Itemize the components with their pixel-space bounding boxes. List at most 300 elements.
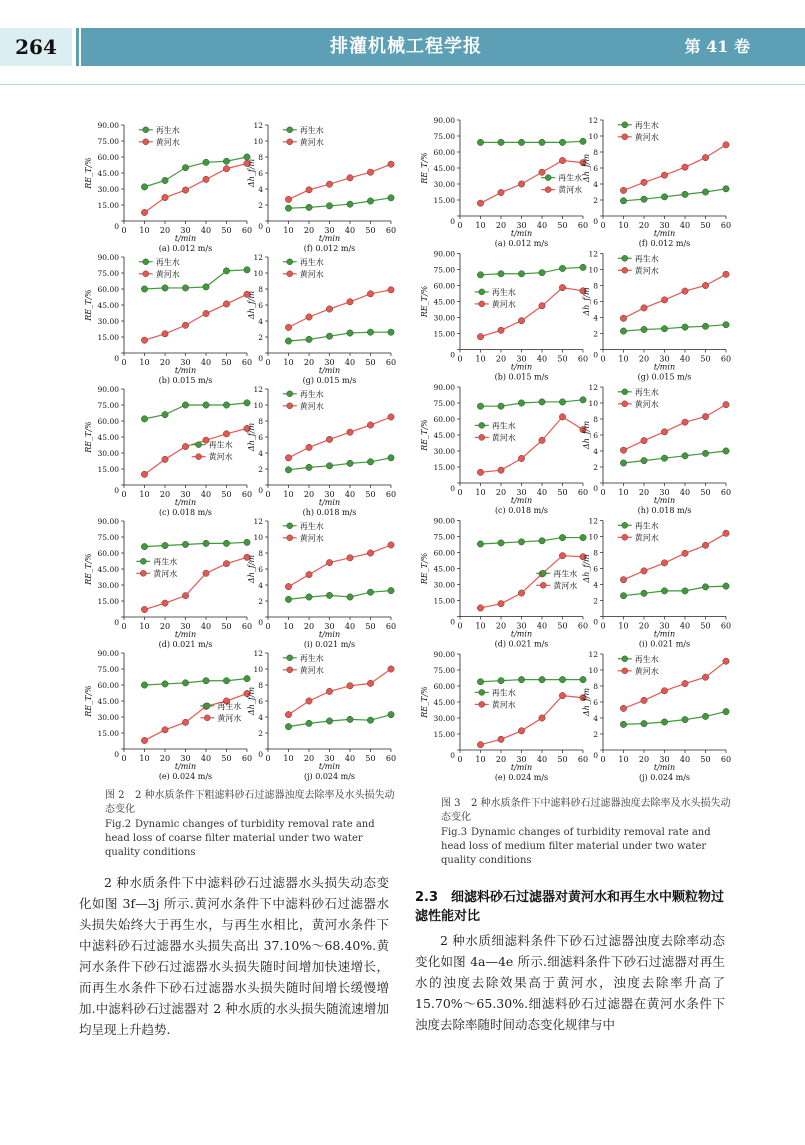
legend-label: 黄河水 [299,533,324,543]
data-point [306,571,312,577]
data-point [518,271,524,277]
data-point [559,139,565,145]
data-point [223,158,229,164]
x-tick-label: 50 [221,226,232,235]
legend-swatch-marker [204,715,210,721]
panel-label: (c) 0.018 m/s [494,506,549,515]
y-tick-label: 30.00 [97,317,119,326]
x-tick-label: 40 [679,221,691,230]
data-point [518,139,524,145]
legend-label: 黄河水 [299,401,324,411]
data-point [182,443,188,449]
data-point [285,455,291,461]
legend-swatch-marker [143,139,149,145]
series-line [481,680,584,682]
y-tick-label: 12 [588,383,598,392]
legend-label: 再生水 [299,125,324,135]
series-line [624,586,727,596]
data-point [162,456,168,462]
series-line [289,458,392,470]
x-tick-label: 30 [180,490,191,499]
data-point [723,401,729,407]
y-tick-label: 10 [588,399,598,408]
data-point [498,467,504,473]
chart-panel [84,253,252,385]
legend-label: 黄河水 [634,266,659,276]
y-tick-label: 15.00 [433,463,455,472]
x-tick-label: 10 [475,755,486,764]
data-point [388,329,394,335]
data-point [162,542,168,548]
y-tick-label: 2 [258,729,263,738]
legend-label: 再生水 [634,254,659,264]
data-point [682,419,688,425]
series-line [624,189,727,201]
data-point [539,437,545,443]
x-tick-label: 30 [516,488,527,497]
data-point [559,284,565,290]
panel-label: (e) 0.024 m/s [494,773,549,782]
y-tick-label: 2 [593,329,598,339]
y-tick-label: 2 [593,596,598,606]
y-tick-label: 4 [258,449,263,458]
series-line [289,545,392,587]
data-point [367,198,373,204]
data-point [580,138,586,144]
y-tick-label: 10 [253,401,263,410]
data-point [223,402,229,408]
legend-label: 黄河水 [491,700,516,710]
x-tick-label: 20 [495,354,507,364]
y-tick-label: 60.00 [97,417,119,426]
data-point [347,201,353,207]
x-tick-label: 20 [495,221,507,230]
data-point [347,594,353,600]
y-tick-label: 45.00 [433,297,455,307]
x-tick-label: 10 [139,622,150,631]
x-tick-label: 40 [200,490,212,499]
series-line [289,164,392,199]
y-tick-label: 8 [593,548,598,558]
series-line [289,715,392,727]
series-line [145,163,248,212]
data-point [367,550,373,556]
y-tick-label: 12 [253,517,263,526]
panel-label: (a) 0.012 m/s [158,244,213,253]
data-point [702,713,708,719]
data-point [347,299,353,305]
y-tick-label: 2 [258,201,263,210]
data-point [518,676,524,682]
legend-swatch-marker [287,403,293,409]
chart-panel [420,517,588,649]
data-point [306,314,312,320]
data-point [723,142,729,148]
y-tick-label: 15.00 [433,596,455,606]
data-point [641,720,647,726]
data-point [539,399,545,405]
y-axis-label: RE_T/% [84,685,93,717]
fig2-label-en: Fig.2 [105,819,132,830]
y-tick-label: 2 [593,196,598,205]
data-point [388,195,394,201]
data-point [682,191,688,197]
data-point [162,600,168,606]
fig3-caption-en-text: Dynamic changes of turbidity removal rate and head loss of medium filter material under two water quality conditions [441,827,711,866]
data-point [641,697,647,703]
legend-swatch-marker [545,175,551,181]
x-axis-label: t/min [174,234,197,243]
y-tick-label: 0 [258,750,263,759]
x-tick-label: 40 [536,221,548,230]
data-point [498,139,504,145]
series-line [481,267,584,274]
data-point [559,534,565,540]
data-point [162,727,168,733]
legend-swatch-marker [622,534,628,540]
x-tick-label: 0 [121,358,127,367]
data-point [641,305,647,311]
data-point [580,676,586,682]
x-axis-label: t/min [653,362,676,372]
x-tick-label: 20 [638,621,650,631]
panel-label: (j) 0.024 m/s [638,773,691,782]
data-point [702,413,708,419]
y-tick-label: 12 [588,650,598,659]
legend-label: 再生水 [299,389,324,399]
y-tick-label: 4 [593,580,598,590]
legend-swatch-marker [287,271,293,277]
y-tick-label: 30.00 [433,580,455,590]
y-tick-label: 45.00 [97,169,119,178]
data-point [641,437,647,443]
x-tick-label: 10 [139,226,150,235]
data-point [682,324,688,330]
y-tick-label: 0 [450,350,455,360]
y-tick-label: 45.00 [433,164,455,173]
y-tick-label: 60.00 [97,681,119,690]
x-tick-label: 50 [700,354,711,364]
x-axis-label: t/min [510,229,533,238]
y-tick-label: 60.00 [433,682,455,691]
x-tick-label: 50 [221,358,232,367]
x-tick-label: 20 [303,622,315,631]
x-tick-label: 0 [600,488,606,497]
y-tick-label: 6 [258,433,263,442]
y-tick-label: 75.00 [97,401,119,410]
data-point [141,286,147,292]
data-point [539,715,545,721]
x-tick-label: 40 [200,358,212,367]
data-point [367,459,373,465]
series-line [624,274,727,318]
x-axis-label: t/min [174,366,197,375]
x-axis-label: t/min [653,229,676,238]
x-tick-label: 40 [200,754,212,763]
y-tick-label: 0 [114,222,119,231]
x-tick-label: 60 [577,755,589,764]
x-tick-label: 60 [720,354,732,364]
legend-label: 再生水 [217,701,242,711]
legend-label: 再生水 [491,688,516,698]
data-point [682,453,688,459]
data-point [285,583,291,589]
legend-swatch-marker [622,401,628,407]
legend-label: 再生水 [299,257,324,267]
legend-swatch-marker [196,454,202,460]
x-tick-label: 60 [241,754,253,763]
y-tick-label: 60.00 [97,549,119,558]
data-point [559,676,565,682]
panel-label: (j) 0.024 m/s [303,772,356,781]
data-point [641,457,647,463]
y-tick-label: 60.00 [433,415,455,424]
x-tick-label: 20 [303,358,315,367]
y-axis-label: Δh_f/m [247,686,256,716]
x-axis-label: t/min [318,762,341,771]
x-tick-label: 60 [577,621,589,631]
y-tick-label: 8 [258,153,263,162]
fig2-label-cn: 图 2 [105,790,125,801]
chart-panel [582,250,731,382]
data-point [539,676,545,682]
data-point [723,658,729,664]
y-tick-label: 6 [593,431,598,440]
x-tick-label: 50 [700,621,711,631]
x-tick-label: 40 [679,755,691,764]
y-tick-label: 12 [588,249,598,259]
chart-panel [247,517,396,649]
x-tick-label: 50 [365,622,376,631]
y-tick-label: 90.00 [433,516,455,526]
x-tick-label: 10 [283,622,294,631]
series-line [624,145,727,191]
data-point [620,187,626,193]
legend-swatch-marker [196,442,202,448]
series-line [289,669,392,715]
x-tick-label: 40 [679,354,691,364]
y-tick-label: 0 [450,617,455,627]
legend-swatch-marker [622,389,628,395]
data-point [702,542,708,548]
data-point [182,164,188,170]
x-axis-label: t/min [653,496,676,505]
data-point [162,194,168,200]
y-tick-label: 4 [258,317,263,326]
y-tick-label: 90.00 [433,383,455,392]
panel-label: (g) 0.015 m/s [637,372,692,382]
y-tick-label: 30.00 [97,185,119,194]
data-point [498,677,504,683]
y-axis-label: RE_T/% [420,686,429,718]
data-point [306,720,312,726]
y-axis-label: Δh_f/m [582,554,591,583]
legend-label: 再生水 [153,557,178,567]
x-tick-label: 40 [344,754,356,763]
x-tick-label: 0 [121,622,127,631]
data-point [620,705,626,711]
data-point [326,463,332,469]
legend-label: 再生水 [634,120,659,130]
x-tick-label: 60 [241,490,253,499]
y-axis-label: Δh_f/m [247,554,256,584]
x-tick-label: 10 [475,354,486,364]
x-tick-label: 50 [365,754,376,763]
y-axis-label: RE_T/% [84,157,93,189]
chart-panel [247,253,396,385]
data-point [477,272,483,278]
data-point [285,196,291,202]
y-tick-label: 2 [258,465,263,474]
x-tick-label: 0 [265,754,271,763]
data-point [306,204,312,210]
legend-swatch-marker [622,255,628,261]
chart-panel [582,650,731,782]
data-point [518,181,524,187]
data-point [347,683,353,689]
x-tick-label: 50 [557,755,568,764]
data-point [661,588,667,594]
x-tick-label: 40 [536,354,548,364]
y-tick-label: 90.00 [433,116,455,125]
x-tick-label: 30 [659,488,670,497]
x-tick-label: 50 [221,622,232,631]
data-point [141,209,147,215]
y-tick-label: 12 [253,121,263,130]
y-tick-label: 30.00 [433,714,455,723]
x-tick-label: 10 [618,221,629,230]
y-tick-label: 6 [593,297,598,307]
y-tick-label: 75.00 [97,665,119,674]
data-point [559,399,565,405]
x-tick-label: 60 [577,221,589,230]
panel-label: (f) 0.012 m/s [303,244,356,253]
x-tick-label: 30 [659,221,670,230]
y-tick-label: 12 [588,516,598,526]
data-point [559,414,565,420]
series-line [289,591,392,600]
data-point [388,587,394,593]
chart-panel [582,383,731,515]
data-point [702,282,708,288]
data-point [326,181,332,187]
panel-label: (h) 0.018 m/s [637,506,692,515]
data-point [223,268,229,274]
y-tick-label: 10 [588,265,598,275]
data-point [347,716,353,722]
x-tick-label: 20 [303,226,315,235]
data-point [141,184,147,190]
x-tick-label: 50 [557,354,568,364]
x-tick-label: 20 [303,490,315,499]
x-tick-label: 40 [679,488,691,497]
y-axis-label: Δh_f/m [247,422,256,452]
y-tick-label: 2 [258,597,263,606]
data-point [203,540,209,546]
x-tick-label: 50 [221,754,232,763]
x-tick-label: 10 [283,490,294,499]
data-point [661,688,667,694]
y-tick-label: 15.00 [97,729,119,738]
chart-panel [84,517,252,649]
x-tick-label: 30 [180,754,191,763]
data-point [723,530,729,536]
series-line [145,403,248,419]
data-point [326,436,332,442]
data-point [223,301,229,307]
series-line [145,542,248,546]
data-point [539,270,545,276]
y-tick-label: 0 [450,751,455,760]
x-tick-label: 60 [241,358,253,367]
data-point [244,267,250,273]
legend-label: 再生水 [558,173,583,183]
y-tick-label: 60.00 [433,281,455,291]
data-point [477,139,483,145]
data-point [285,467,291,473]
data-point [620,577,626,583]
legend-swatch-marker [622,134,628,140]
data-point [682,164,688,170]
legend-swatch-marker [287,127,293,133]
x-tick-label: 30 [324,754,335,763]
data-point [518,318,524,324]
data-point [641,196,647,202]
legend-swatch-marker [287,259,293,265]
data-point [477,541,483,547]
legend-label: 再生水 [299,521,324,531]
x-tick-label: 30 [659,755,670,764]
y-tick-label: 0 [258,618,263,627]
legend-swatch-marker [143,259,149,265]
legend-swatch-marker [140,570,146,576]
y-tick-label: 8 [593,415,598,424]
y-tick-label: 10 [253,137,263,146]
y-tick-label: 15.00 [97,201,119,210]
data-point [661,194,667,200]
right-paragraph: 2 种水质细滤料条件下砂石过滤器浊度去除率动态变化如图 4a—4e 所示.细滤料条件下砂石过滤器对再生水的浊度去除效果高于黄河水，浊度去除率升高了 15.70%～65.30%.细滤料砂石过滤器在黄河水条件下浊度去除率随时间动态变化规律与中 [415,933,725,1032]
y-tick-label: 10 [253,269,263,278]
data-point [620,721,626,727]
x-tick-label: 0 [457,621,463,631]
y-tick-label: 0 [258,222,263,231]
data-point [326,333,332,339]
data-point [347,175,353,181]
data-point [620,447,626,453]
legend-label: 黄河水 [217,713,242,723]
data-point [162,411,168,417]
x-tick-label: 20 [495,621,507,631]
data-point [347,330,353,336]
x-tick-label: 40 [679,621,691,631]
x-tick-label: 40 [536,621,548,631]
legend-label: 黄河水 [634,399,659,409]
x-tick-label: 30 [180,358,191,367]
x-tick-label: 50 [557,621,568,631]
data-point [477,469,483,475]
y-axis-label: RE_T/% [84,289,93,321]
legend-swatch-marker [143,271,149,277]
panel-label: (h) 0.018 m/s [302,508,357,517]
y-tick-label: 45.00 [433,698,455,707]
x-tick-label: 0 [121,226,127,235]
y-tick-label: 60.00 [97,153,119,162]
series-line [145,157,248,187]
panel-label: (i) 0.021 m/s [303,640,356,649]
x-tick-label: 30 [659,621,670,631]
series-line [289,332,392,341]
data-point [141,543,147,549]
